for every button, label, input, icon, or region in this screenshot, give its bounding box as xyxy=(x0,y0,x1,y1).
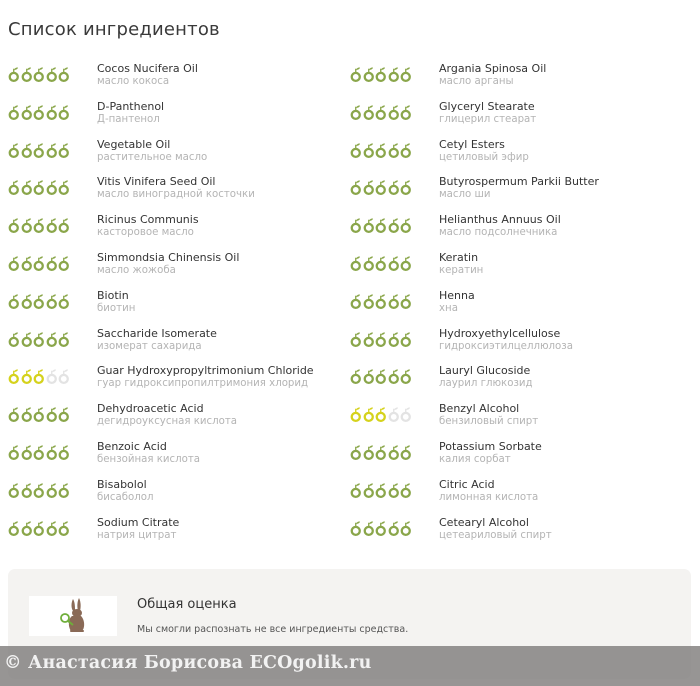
ingredient-translation: масло виноградной косточки xyxy=(97,189,255,201)
ingredient-rating xyxy=(8,367,70,387)
olive-filled-icon xyxy=(46,405,58,425)
olive-filled-icon xyxy=(400,254,412,274)
olive-filled-icon xyxy=(363,292,375,312)
ingredient-name[interactable]: Keratin xyxy=(439,250,479,264)
ingredient-name[interactable]: Benzoic Acid xyxy=(97,439,167,453)
olive-filled-icon xyxy=(375,103,387,123)
summary-title: Общая оценка xyxy=(137,597,237,612)
ingredient-rating xyxy=(350,405,412,425)
olive-filled-icon xyxy=(21,330,33,350)
olive-filled-icon xyxy=(363,405,375,425)
olive-filled-icon xyxy=(388,367,400,387)
olive-filled-icon xyxy=(350,141,362,161)
olive-filled-icon xyxy=(46,103,58,123)
olive-filled-icon xyxy=(58,519,70,539)
ingredient-name[interactable]: Cocos Nucifera Oil xyxy=(97,62,198,75)
ingredient-translation: бисаболол xyxy=(97,491,154,503)
olive-filled-icon xyxy=(58,254,70,274)
olive-filled-icon xyxy=(58,178,70,198)
ingredient-translation: цетиловый эфир xyxy=(439,151,529,163)
olive-filled-icon xyxy=(46,254,58,274)
ingredient-rating xyxy=(8,65,70,85)
ingredient-row[interactable] xyxy=(8,364,350,402)
ingredient-row[interactable] xyxy=(350,327,692,365)
olive-filled-icon xyxy=(350,367,362,387)
olive-filled-icon xyxy=(400,443,412,463)
olive-filled-icon xyxy=(363,65,375,85)
ingredient-row[interactable] xyxy=(8,175,350,213)
olive-filled-icon xyxy=(58,443,70,463)
olive-empty-icon xyxy=(58,367,70,387)
olive-filled-icon xyxy=(8,330,20,350)
ingredient-name[interactable]: Argania Spinosa Oil xyxy=(439,62,547,75)
olive-filled-icon xyxy=(21,519,33,539)
ingredient-rating xyxy=(8,481,70,501)
olive-filled-icon xyxy=(33,443,45,463)
olive-filled-icon xyxy=(388,178,400,198)
olive-filled-icon xyxy=(58,405,70,425)
ingredient-translation: масло кокоса xyxy=(97,76,170,87)
ingredient-name[interactable]: Hydroxyethylcellulose xyxy=(439,326,561,340)
ingredient-translation: кератин xyxy=(439,264,484,276)
olive-filled-icon xyxy=(363,103,375,123)
olive-filled-icon xyxy=(388,254,400,274)
ingredient-name[interactable]: Glyceryl Stearate xyxy=(439,99,535,113)
ingredient-column-left xyxy=(8,62,350,553)
olive-filled-icon xyxy=(400,103,412,123)
olive-filled-icon xyxy=(8,216,20,236)
ingredient-row[interactable] xyxy=(350,516,692,554)
olive-filled-icon xyxy=(350,405,362,425)
olive-filled-icon xyxy=(375,405,387,425)
ingredient-rating xyxy=(8,330,70,350)
olive-filled-icon xyxy=(21,216,33,236)
olive-filled-icon xyxy=(33,254,45,274)
ingredient-row[interactable] xyxy=(350,175,692,213)
ingredient-name[interactable]: Simmondsia Chinensis Oil xyxy=(97,250,240,264)
olive-filled-icon xyxy=(375,330,387,350)
olive-filled-icon xyxy=(33,103,45,123)
ingredient-row[interactable] xyxy=(8,251,350,289)
olive-filled-icon xyxy=(46,178,58,198)
olive-filled-icon xyxy=(58,481,70,501)
ingredient-rating xyxy=(8,405,70,425)
olive-filled-icon xyxy=(8,519,20,539)
ingredient-translation: натрия цитрат xyxy=(97,529,177,541)
ingredient-row[interactable] xyxy=(350,402,692,440)
ingredient-name[interactable]: Dehydroacetic Acid xyxy=(97,402,204,416)
olive-filled-icon xyxy=(58,141,70,161)
olive-filled-icon xyxy=(46,443,58,463)
olive-filled-icon xyxy=(375,443,387,463)
ingredient-translation: изомерат сахарида xyxy=(97,340,202,352)
ingredient-rating xyxy=(350,65,412,85)
summary-text: Мы смогли распознать не все ингредиенты средства. xyxy=(137,624,409,635)
ingredient-row[interactable] xyxy=(350,364,692,402)
ingredient-rating xyxy=(8,519,70,539)
olive-filled-icon xyxy=(388,216,400,236)
ingredient-row[interactable] xyxy=(350,478,692,516)
olive-filled-icon xyxy=(350,481,362,501)
ingredient-name[interactable]: Cetearyl Alcohol xyxy=(439,515,529,529)
olive-filled-icon xyxy=(21,141,33,161)
ingredient-translation: масло жожоба xyxy=(97,264,176,276)
olive-filled-icon xyxy=(388,141,400,161)
olive-filled-icon xyxy=(8,443,20,463)
ingredient-row[interactable] xyxy=(8,62,350,100)
olive-filled-icon xyxy=(46,330,58,350)
ingredient-translation: гидроксиэтилцеллюлоза xyxy=(439,340,573,352)
olive-filled-icon xyxy=(33,367,45,387)
olive-filled-icon xyxy=(21,405,33,425)
olive-filled-icon xyxy=(33,481,45,501)
ingredient-rating xyxy=(350,178,412,198)
ingredient-translation: цетеариловый спирт xyxy=(439,529,552,541)
ingredient-translation: глицерил стеарат xyxy=(439,113,537,125)
ingredient-rating xyxy=(350,141,412,161)
ingredient-translation: растительное масло xyxy=(97,151,208,163)
olive-filled-icon xyxy=(8,178,20,198)
olive-filled-icon xyxy=(46,65,58,85)
olive-empty-icon xyxy=(388,405,400,425)
olive-filled-icon xyxy=(375,519,387,539)
olive-filled-icon xyxy=(8,65,20,85)
olive-filled-icon xyxy=(363,519,375,539)
olive-filled-icon xyxy=(58,292,70,312)
ingredient-name[interactable]: Ricinus Communis xyxy=(97,213,199,227)
ingredient-name[interactable]: Cetyl Esters xyxy=(439,137,505,151)
olive-filled-icon xyxy=(21,481,33,501)
olive-filled-icon xyxy=(33,519,45,539)
olive-filled-icon xyxy=(21,443,33,463)
olive-filled-icon xyxy=(363,443,375,463)
olive-filled-icon xyxy=(400,65,412,85)
olive-filled-icon xyxy=(375,367,387,387)
olive-filled-icon xyxy=(33,405,45,425)
watermark-text: © Анастасия Борисова ECOgolik.ru xyxy=(4,653,372,673)
olive-filled-icon xyxy=(400,367,412,387)
olive-filled-icon xyxy=(388,481,400,501)
page-title: Список ингредиентов xyxy=(8,19,220,40)
olive-filled-icon xyxy=(46,216,58,236)
olive-filled-icon xyxy=(46,481,58,501)
olive-filled-icon xyxy=(375,481,387,501)
olive-filled-icon xyxy=(388,330,400,350)
olive-filled-icon xyxy=(375,141,387,161)
ingredient-row[interactable] xyxy=(8,213,350,251)
olive-filled-icon xyxy=(350,65,362,85)
ingredient-translation: хна xyxy=(439,302,458,314)
olive-filled-icon xyxy=(350,443,362,463)
olive-filled-icon xyxy=(350,292,362,312)
ingredient-translation: бензойная кислота xyxy=(97,453,201,465)
olive-filled-icon xyxy=(363,330,375,350)
ingredient-row[interactable] xyxy=(8,440,350,478)
olive-filled-icon xyxy=(33,330,45,350)
olive-filled-icon xyxy=(8,103,20,123)
ingredient-rating xyxy=(350,292,412,312)
ingredient-rating xyxy=(8,292,70,312)
olive-filled-icon xyxy=(21,292,33,312)
ingredient-rating xyxy=(350,216,412,236)
ingredient-row[interactable] xyxy=(8,289,350,327)
olive-filled-icon xyxy=(400,330,412,350)
ingredient-translation: Д-пантенол xyxy=(97,113,160,125)
ingredient-row[interactable] xyxy=(8,516,350,554)
olive-filled-icon xyxy=(363,178,375,198)
olive-filled-icon xyxy=(388,519,400,539)
olive-filled-icon xyxy=(363,254,375,274)
ingredient-row[interactable] xyxy=(8,402,350,440)
olive-filled-icon xyxy=(375,178,387,198)
ingredient-row[interactable] xyxy=(8,327,350,365)
olive-filled-icon xyxy=(33,65,45,85)
olive-filled-icon xyxy=(46,141,58,161)
olive-filled-icon xyxy=(8,254,20,274)
ingredient-translation: лимонная кислота xyxy=(439,491,539,503)
olive-empty-icon xyxy=(46,367,58,387)
ingredient-rating xyxy=(8,141,70,161)
olive-filled-icon xyxy=(363,216,375,236)
olive-filled-icon xyxy=(33,178,45,198)
ingredient-row[interactable] xyxy=(350,251,692,289)
olive-filled-icon xyxy=(388,103,400,123)
ingredient-row[interactable] xyxy=(350,213,692,251)
olive-filled-icon xyxy=(46,292,58,312)
ingredient-rating xyxy=(350,330,412,350)
ingredient-rating xyxy=(350,103,412,123)
olive-filled-icon xyxy=(363,367,375,387)
ingredient-name[interactable]: Potassium Sorbate xyxy=(439,439,542,453)
ingredient-rating xyxy=(8,254,70,274)
ingredient-translation: масло подсолнечника xyxy=(439,227,558,239)
ingredient-row[interactable] xyxy=(8,138,350,176)
watermark-overlay xyxy=(0,646,700,686)
olive-filled-icon xyxy=(21,178,33,198)
olive-empty-icon xyxy=(400,405,412,425)
ingredient-name[interactable]: Guar Hydroxypropyltrimonium Chloride xyxy=(97,364,314,378)
ingredient-name[interactable]: Benzyl Alcohol xyxy=(439,402,520,416)
ingredient-name[interactable]: Vitis Vinifera Seed Oil xyxy=(97,175,216,189)
ingredient-name[interactable]: Helianthus Annuus Oil xyxy=(439,213,561,227)
olive-filled-icon xyxy=(46,519,58,539)
rabbit-magnifier-icon xyxy=(29,596,117,636)
ingredient-rating xyxy=(8,216,70,236)
ingredient-name[interactable]: Citric Acid xyxy=(439,477,495,491)
ingredient-rating xyxy=(8,443,70,463)
ingredient-rating xyxy=(350,254,412,274)
ingredient-translation: масло арганы xyxy=(439,76,514,87)
olive-filled-icon xyxy=(8,367,20,387)
olive-filled-icon xyxy=(400,178,412,198)
olive-filled-icon xyxy=(350,254,362,274)
ingredient-name[interactable]: Butyrospermum Parkii Butter xyxy=(439,175,599,189)
olive-filled-icon xyxy=(33,141,45,161)
olive-filled-icon xyxy=(363,481,375,501)
olive-filled-icon xyxy=(21,254,33,274)
ingredient-row[interactable] xyxy=(350,100,692,138)
olive-filled-icon xyxy=(350,103,362,123)
ingredient-rating xyxy=(350,443,412,463)
ingredient-translation: масло ши xyxy=(439,189,491,201)
ingredient-rating xyxy=(8,103,70,123)
olive-filled-icon xyxy=(388,443,400,463)
ingredient-column-right xyxy=(350,62,692,553)
ingredient-name[interactable]: Biotin xyxy=(97,288,129,302)
ingredient-translation: биотин xyxy=(97,302,136,314)
olive-filled-icon xyxy=(350,330,362,350)
ingredient-rating xyxy=(8,178,70,198)
ingredient-translation: лаурил глюкозид xyxy=(439,378,533,390)
ingredient-translation: гуар гидроксипропилтримония хлорид xyxy=(97,378,309,390)
olive-filled-icon xyxy=(375,65,387,85)
olive-filled-icon xyxy=(33,292,45,312)
olive-filled-icon xyxy=(8,481,20,501)
olive-filled-icon xyxy=(375,292,387,312)
ingredient-row[interactable] xyxy=(350,289,692,327)
olive-filled-icon xyxy=(363,141,375,161)
olive-filled-icon xyxy=(400,481,412,501)
ingredient-row[interactable] xyxy=(8,478,350,516)
ingredient-name[interactable]: Henna xyxy=(439,288,475,302)
olive-filled-icon xyxy=(21,103,33,123)
ingredient-row[interactable] xyxy=(8,100,350,138)
olive-filled-icon xyxy=(375,254,387,274)
olive-filled-icon xyxy=(21,367,33,387)
ingredient-name[interactable]: Lauryl Glucoside xyxy=(439,364,531,378)
ingredient-name[interactable]: D-Panthenol xyxy=(97,99,165,113)
olive-filled-icon xyxy=(400,141,412,161)
olive-filled-icon xyxy=(350,519,362,539)
olive-filled-icon xyxy=(400,519,412,539)
olive-filled-icon xyxy=(388,292,400,312)
olive-filled-icon xyxy=(58,330,70,350)
ingredient-row[interactable] xyxy=(350,138,692,176)
olive-filled-icon xyxy=(21,65,33,85)
olive-filled-icon xyxy=(350,178,362,198)
ingredient-name[interactable]: Sodium Citrate xyxy=(97,515,180,529)
olive-filled-icon xyxy=(58,216,70,236)
ingredient-row[interactable] xyxy=(350,440,692,478)
ingredient-translation: бензиловый спирт xyxy=(439,416,539,428)
olive-filled-icon xyxy=(8,292,20,312)
olive-filled-icon xyxy=(33,216,45,236)
ingredient-name[interactable]: Saccharide Isomerate xyxy=(97,326,217,340)
olive-filled-icon xyxy=(58,65,70,85)
olive-filled-icon xyxy=(375,216,387,236)
olive-filled-icon xyxy=(8,405,20,425)
ingredient-rating xyxy=(350,367,412,387)
ingredient-translation: касторовое масло xyxy=(97,227,194,239)
olive-filled-icon xyxy=(350,216,362,236)
olive-filled-icon xyxy=(400,292,412,312)
ingredient-rating xyxy=(350,481,412,501)
olive-filled-icon xyxy=(400,216,412,236)
ingredient-name[interactable]: Vegetable Oil xyxy=(97,137,171,151)
ingredient-row[interactable] xyxy=(350,62,692,100)
ingredient-name[interactable]: Bisabolol xyxy=(97,477,147,491)
ingredient-rating xyxy=(350,519,412,539)
olive-filled-icon xyxy=(388,65,400,85)
ingredient-translation: дегидроуксусная кислота xyxy=(97,416,238,428)
ingredient-translation: калия сорбат xyxy=(439,453,511,465)
olive-filled-icon xyxy=(58,103,70,123)
olive-filled-icon xyxy=(8,141,20,161)
